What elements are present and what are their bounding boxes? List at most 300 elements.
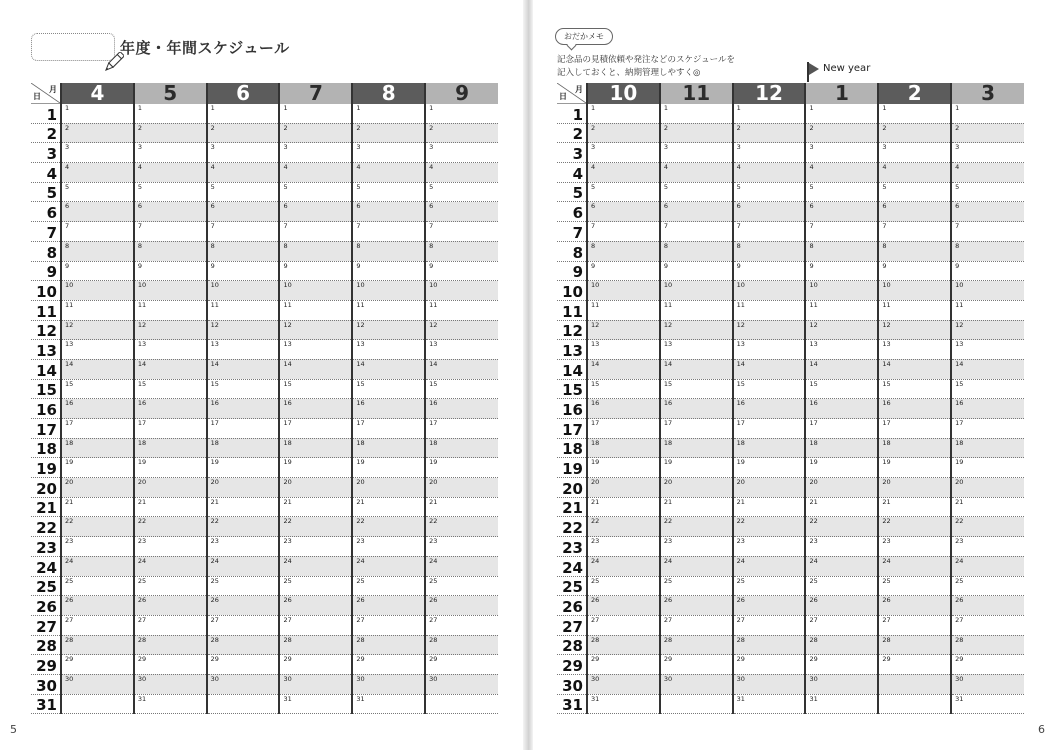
date-cell[interactable]	[733, 261, 806, 281]
date-cell[interactable]	[733, 300, 806, 320]
date-cell[interactable]	[878, 419, 951, 439]
date-cell[interactable]	[279, 655, 352, 675]
date-cell[interactable]	[660, 163, 733, 183]
date-cell[interactable]	[951, 497, 1024, 517]
date-cell[interactable]	[352, 241, 425, 261]
date-cell[interactable]	[425, 635, 498, 655]
date-cell[interactable]	[279, 517, 352, 537]
date-cell[interactable]	[587, 399, 660, 419]
date-cell[interactable]	[425, 281, 498, 301]
date-cell[interactable]	[352, 458, 425, 478]
date-cell[interactable]	[279, 300, 352, 320]
date-cell[interactable]	[425, 694, 498, 714]
date-cell[interactable]	[61, 497, 134, 517]
date-cell[interactable]	[587, 419, 660, 439]
date-cell[interactable]	[279, 615, 352, 635]
date-cell[interactable]	[207, 104, 280, 124]
date-cell[interactable]	[425, 615, 498, 635]
date-cell[interactable]	[425, 202, 498, 222]
date-cell[interactable]	[951, 222, 1024, 242]
date-cell[interactable]	[279, 458, 352, 478]
date-cell[interactable]	[279, 379, 352, 399]
date-cell[interactable]	[207, 615, 280, 635]
date-cell[interactable]	[134, 143, 207, 163]
date-cell[interactable]	[660, 596, 733, 616]
date-cell[interactable]	[425, 143, 498, 163]
date-cell[interactable]	[587, 497, 660, 517]
date-cell[interactable]	[352, 261, 425, 281]
date-cell[interactable]	[660, 419, 733, 439]
date-cell[interactable]	[733, 458, 806, 478]
date-cell[interactable]	[587, 596, 660, 616]
date-cell[interactable]	[805, 222, 878, 242]
date-cell[interactable]	[733, 379, 806, 399]
date-cell[interactable]	[951, 379, 1024, 399]
date-cell[interactable]	[733, 576, 806, 596]
date-cell[interactable]	[279, 478, 352, 498]
date-cell[interactable]	[660, 576, 733, 596]
date-cell[interactable]	[207, 576, 280, 596]
date-cell[interactable]	[279, 202, 352, 222]
date-cell[interactable]	[660, 320, 733, 340]
date-cell[interactable]	[878, 674, 951, 694]
date-cell[interactable]	[134, 517, 207, 537]
date-cell[interactable]	[733, 222, 806, 242]
date-cell[interactable]	[951, 202, 1024, 222]
date-cell[interactable]	[279, 399, 352, 419]
date-cell[interactable]	[425, 182, 498, 202]
date-cell[interactable]	[805, 379, 878, 399]
date-cell[interactable]	[951, 478, 1024, 498]
date-cell[interactable]	[660, 143, 733, 163]
date-cell[interactable]	[878, 163, 951, 183]
date-cell[interactable]	[207, 458, 280, 478]
date-cell[interactable]	[733, 359, 806, 379]
date-cell[interactable]	[207, 517, 280, 537]
date-cell[interactable]	[61, 517, 134, 537]
date-cell[interactable]	[425, 222, 498, 242]
date-cell[interactable]	[134, 163, 207, 183]
date-cell[interactable]	[425, 655, 498, 675]
date-cell[interactable]	[425, 596, 498, 616]
date-cell[interactable]	[207, 340, 280, 360]
date-cell[interactable]	[733, 202, 806, 222]
date-cell[interactable]	[352, 556, 425, 576]
date-cell[interactable]	[951, 438, 1024, 458]
date-cell[interactable]	[352, 379, 425, 399]
date-cell[interactable]	[207, 300, 280, 320]
date-cell[interactable]	[207, 379, 280, 399]
date-cell[interactable]	[279, 320, 352, 340]
date-cell[interactable]	[587, 635, 660, 655]
date-cell[interactable]	[134, 635, 207, 655]
date-cell[interactable]	[805, 359, 878, 379]
date-cell[interactable]	[352, 674, 425, 694]
date-cell[interactable]	[134, 340, 207, 360]
date-cell[interactable]	[805, 478, 878, 498]
date-cell[interactable]	[61, 104, 134, 124]
date-cell[interactable]	[61, 123, 134, 143]
date-cell[interactable]	[733, 438, 806, 458]
date-cell[interactable]	[279, 556, 352, 576]
date-cell[interactable]	[207, 202, 280, 222]
date-cell[interactable]	[660, 359, 733, 379]
date-cell[interactable]	[134, 359, 207, 379]
date-cell[interactable]	[134, 320, 207, 340]
date-cell[interactable]	[587, 674, 660, 694]
date-cell[interactable]	[878, 143, 951, 163]
date-cell[interactable]	[878, 281, 951, 301]
date-cell[interactable]	[951, 615, 1024, 635]
date-cell[interactable]	[61, 478, 134, 498]
date-cell[interactable]	[207, 537, 280, 557]
date-cell[interactable]	[279, 419, 352, 439]
date-cell[interactable]	[61, 694, 134, 714]
date-cell[interactable]	[805, 202, 878, 222]
date-cell[interactable]	[207, 222, 280, 242]
date-cell[interactable]	[61, 379, 134, 399]
date-cell[interactable]	[587, 576, 660, 596]
date-cell[interactable]	[733, 635, 806, 655]
date-cell[interactable]	[352, 596, 425, 616]
date-cell[interactable]	[587, 340, 660, 360]
date-cell[interactable]	[805, 438, 878, 458]
date-cell[interactable]	[660, 104, 733, 124]
date-cell[interactable]	[134, 674, 207, 694]
date-cell[interactable]	[587, 163, 660, 183]
date-cell[interactable]	[587, 202, 660, 222]
date-cell[interactable]	[279, 281, 352, 301]
date-cell[interactable]	[61, 674, 134, 694]
date-cell[interactable]	[951, 104, 1024, 124]
date-cell[interactable]	[352, 281, 425, 301]
date-cell[interactable]	[660, 399, 733, 419]
date-cell[interactable]	[425, 359, 498, 379]
date-cell[interactable]	[425, 300, 498, 320]
date-cell[interactable]	[951, 163, 1024, 183]
date-cell[interactable]	[352, 517, 425, 537]
date-cell[interactable]	[587, 320, 660, 340]
date-cell[interactable]	[805, 615, 878, 635]
date-cell[interactable]	[805, 694, 878, 714]
date-cell[interactable]	[951, 419, 1024, 439]
date-cell[interactable]	[61, 635, 134, 655]
date-cell[interactable]	[425, 241, 498, 261]
date-cell[interactable]	[733, 399, 806, 419]
date-cell[interactable]	[587, 104, 660, 124]
date-cell[interactable]	[207, 674, 280, 694]
date-cell[interactable]	[660, 694, 733, 714]
date-cell[interactable]	[425, 517, 498, 537]
date-cell[interactable]	[61, 359, 134, 379]
date-cell[interactable]	[425, 104, 498, 124]
date-cell[interactable]	[878, 576, 951, 596]
date-cell[interactable]	[660, 537, 733, 557]
date-cell[interactable]	[425, 379, 498, 399]
date-cell[interactable]	[279, 694, 352, 714]
date-cell[interactable]	[207, 635, 280, 655]
date-cell[interactable]	[660, 615, 733, 635]
date-cell[interactable]	[134, 537, 207, 557]
date-cell[interactable]	[805, 497, 878, 517]
date-cell[interactable]	[352, 163, 425, 183]
date-cell[interactable]	[805, 655, 878, 675]
date-cell[interactable]	[951, 281, 1024, 301]
date-cell[interactable]	[587, 694, 660, 714]
date-cell[interactable]	[878, 300, 951, 320]
date-cell[interactable]	[951, 458, 1024, 478]
date-cell[interactable]	[733, 241, 806, 261]
date-cell[interactable]	[134, 241, 207, 261]
date-cell[interactable]	[951, 261, 1024, 281]
date-cell[interactable]	[660, 438, 733, 458]
date-cell[interactable]	[733, 320, 806, 340]
date-cell[interactable]	[279, 123, 352, 143]
date-cell[interactable]	[587, 655, 660, 675]
date-cell[interactable]	[878, 438, 951, 458]
date-cell[interactable]	[951, 399, 1024, 419]
date-cell[interactable]	[951, 694, 1024, 714]
date-cell[interactable]	[352, 202, 425, 222]
date-cell[interactable]	[279, 576, 352, 596]
date-cell[interactable]	[352, 104, 425, 124]
date-cell[interactable]	[587, 379, 660, 399]
date-cell[interactable]	[733, 556, 806, 576]
date-cell[interactable]	[733, 537, 806, 557]
date-cell[interactable]	[134, 300, 207, 320]
date-cell[interactable]	[878, 497, 951, 517]
date-cell[interactable]	[951, 143, 1024, 163]
date-cell[interactable]	[207, 359, 280, 379]
date-cell[interactable]	[587, 359, 660, 379]
date-cell[interactable]	[207, 123, 280, 143]
date-cell[interactable]	[134, 281, 207, 301]
date-cell[interactable]	[805, 123, 878, 143]
date-cell[interactable]	[352, 497, 425, 517]
date-cell[interactable]	[352, 359, 425, 379]
date-cell[interactable]	[733, 497, 806, 517]
date-cell[interactable]	[352, 320, 425, 340]
date-cell[interactable]	[134, 497, 207, 517]
date-cell[interactable]	[805, 674, 878, 694]
date-cell[interactable]	[61, 202, 134, 222]
date-cell[interactable]	[805, 596, 878, 616]
date-cell[interactable]	[61, 419, 134, 439]
date-cell[interactable]	[279, 340, 352, 360]
date-cell[interactable]	[207, 655, 280, 675]
date-cell[interactable]	[134, 694, 207, 714]
date-cell[interactable]	[587, 123, 660, 143]
date-cell[interactable]	[207, 419, 280, 439]
date-cell[interactable]	[951, 576, 1024, 596]
date-cell[interactable]	[61, 458, 134, 478]
date-cell[interactable]	[61, 222, 134, 242]
date-cell[interactable]	[207, 182, 280, 202]
date-cell[interactable]	[61, 537, 134, 557]
date-cell[interactable]	[951, 300, 1024, 320]
date-cell[interactable]	[134, 596, 207, 616]
date-cell[interactable]	[425, 419, 498, 439]
date-cell[interactable]	[61, 182, 134, 202]
date-cell[interactable]	[352, 340, 425, 360]
date-cell[interactable]	[878, 615, 951, 635]
date-cell[interactable]	[951, 596, 1024, 616]
date-cell[interactable]	[207, 596, 280, 616]
date-cell[interactable]	[352, 123, 425, 143]
date-cell[interactable]	[61, 300, 134, 320]
date-cell[interactable]	[61, 320, 134, 340]
date-cell[interactable]	[352, 399, 425, 419]
date-cell[interactable]	[61, 655, 134, 675]
date-cell[interactable]	[660, 222, 733, 242]
date-cell[interactable]	[279, 674, 352, 694]
date-cell[interactable]	[660, 241, 733, 261]
date-cell[interactable]	[951, 517, 1024, 537]
date-cell[interactable]	[733, 694, 806, 714]
date-cell[interactable]	[425, 674, 498, 694]
date-cell[interactable]	[134, 419, 207, 439]
date-cell[interactable]	[878, 123, 951, 143]
date-cell[interactable]	[134, 202, 207, 222]
date-cell[interactable]	[352, 635, 425, 655]
date-cell[interactable]	[805, 517, 878, 537]
date-cell[interactable]	[805, 458, 878, 478]
date-cell[interactable]	[660, 655, 733, 675]
date-cell[interactable]	[134, 261, 207, 281]
date-cell[interactable]	[733, 419, 806, 439]
date-cell[interactable]	[878, 458, 951, 478]
date-cell[interactable]	[425, 123, 498, 143]
date-cell[interactable]	[660, 635, 733, 655]
date-cell[interactable]	[660, 674, 733, 694]
date-cell[interactable]	[352, 419, 425, 439]
date-cell[interactable]	[279, 182, 352, 202]
date-cell[interactable]	[878, 478, 951, 498]
date-cell[interactable]	[352, 655, 425, 675]
date-cell[interactable]	[805, 419, 878, 439]
date-cell[interactable]	[805, 261, 878, 281]
date-cell[interactable]	[733, 143, 806, 163]
date-cell[interactable]	[587, 537, 660, 557]
date-cell[interactable]	[425, 320, 498, 340]
date-cell[interactable]	[878, 222, 951, 242]
date-cell[interactable]	[660, 340, 733, 360]
date-cell[interactable]	[207, 694, 280, 714]
date-cell[interactable]	[805, 340, 878, 360]
date-cell[interactable]	[279, 241, 352, 261]
date-cell[interactable]	[805, 241, 878, 261]
date-cell[interactable]	[61, 241, 134, 261]
date-cell[interactable]	[660, 478, 733, 498]
date-cell[interactable]	[207, 261, 280, 281]
date-cell[interactable]	[951, 556, 1024, 576]
date-cell[interactable]	[352, 222, 425, 242]
date-cell[interactable]	[878, 596, 951, 616]
date-cell[interactable]	[352, 478, 425, 498]
date-cell[interactable]	[587, 261, 660, 281]
date-cell[interactable]	[805, 104, 878, 124]
date-cell[interactable]	[61, 399, 134, 419]
date-cell[interactable]	[279, 596, 352, 616]
date-cell[interactable]	[134, 104, 207, 124]
date-cell[interactable]	[134, 615, 207, 635]
date-cell[interactable]	[61, 596, 134, 616]
date-cell[interactable]	[878, 556, 951, 576]
date-cell[interactable]	[878, 241, 951, 261]
date-cell[interactable]	[733, 281, 806, 301]
date-cell[interactable]	[207, 478, 280, 498]
date-cell[interactable]	[805, 635, 878, 655]
date-cell[interactable]	[805, 281, 878, 301]
date-cell[interactable]	[352, 615, 425, 635]
date-cell[interactable]	[425, 478, 498, 498]
date-cell[interactable]	[733, 182, 806, 202]
date-cell[interactable]	[878, 359, 951, 379]
date-cell[interactable]	[951, 340, 1024, 360]
date-cell[interactable]	[587, 438, 660, 458]
date-cell[interactable]	[279, 359, 352, 379]
date-cell[interactable]	[587, 478, 660, 498]
date-cell[interactable]	[805, 556, 878, 576]
date-cell[interactable]	[660, 202, 733, 222]
date-cell[interactable]	[352, 143, 425, 163]
date-cell[interactable]	[660, 281, 733, 301]
date-cell[interactable]	[878, 655, 951, 675]
date-cell[interactable]	[352, 182, 425, 202]
date-cell[interactable]	[207, 438, 280, 458]
date-cell[interactable]	[733, 123, 806, 143]
date-cell[interactable]	[587, 143, 660, 163]
date-cell[interactable]	[279, 635, 352, 655]
date-cell[interactable]	[425, 399, 498, 419]
date-cell[interactable]	[805, 182, 878, 202]
date-cell[interactable]	[61, 281, 134, 301]
date-cell[interactable]	[279, 261, 352, 281]
date-cell[interactable]	[587, 182, 660, 202]
date-cell[interactable]	[878, 320, 951, 340]
date-cell[interactable]	[878, 537, 951, 557]
date-cell[interactable]	[660, 458, 733, 478]
date-cell[interactable]	[587, 241, 660, 261]
date-cell[interactable]	[878, 182, 951, 202]
date-cell[interactable]	[207, 241, 280, 261]
date-cell[interactable]	[61, 556, 134, 576]
date-cell[interactable]	[587, 556, 660, 576]
date-cell[interactable]	[805, 300, 878, 320]
date-cell[interactable]	[587, 300, 660, 320]
date-cell[interactable]	[733, 517, 806, 537]
date-cell[interactable]	[878, 202, 951, 222]
date-cell[interactable]	[951, 359, 1024, 379]
date-cell[interactable]	[805, 399, 878, 419]
date-cell[interactable]	[279, 143, 352, 163]
date-cell[interactable]	[878, 635, 951, 655]
date-cell[interactable]	[878, 399, 951, 419]
date-cell[interactable]	[134, 478, 207, 498]
date-cell[interactable]	[134, 458, 207, 478]
date-cell[interactable]	[587, 458, 660, 478]
date-cell[interactable]	[61, 340, 134, 360]
date-cell[interactable]	[61, 438, 134, 458]
date-cell[interactable]	[660, 261, 733, 281]
date-cell[interactable]	[805, 320, 878, 340]
date-cell[interactable]	[587, 615, 660, 635]
date-cell[interactable]	[61, 261, 134, 281]
date-cell[interactable]	[660, 517, 733, 537]
date-cell[interactable]	[279, 497, 352, 517]
date-cell[interactable]	[951, 123, 1024, 143]
date-cell[interactable]	[733, 615, 806, 635]
